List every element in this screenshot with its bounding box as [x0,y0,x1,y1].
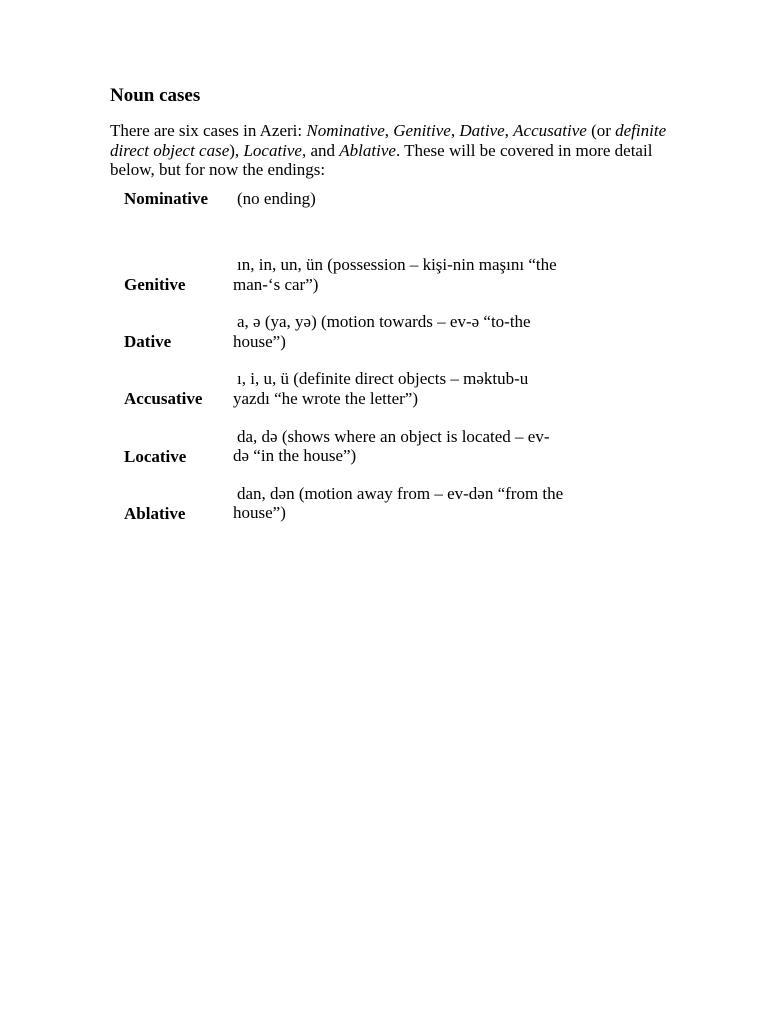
term-genitive: Genitive [393,121,451,140]
intro-paragraph [110,121,710,180]
intro-text: , and [301,140,340,160]
term-dative: Dative [459,121,505,140]
term-locative: Locative [243,140,302,160]
case-row-ablative [124,455,604,523]
intro-text: ), [229,140,244,160]
case-ending-line: yazdı “he wrote the letter”) [233,388,419,408]
case-ending-line: house”) [233,503,286,523]
term-ablative: Ablative [339,140,396,160]
case-name: Ablative [124,503,186,523]
term-accusative: Accusative [513,121,587,140]
intro-text: , [384,121,394,140]
case-name: Locative [124,446,187,466]
case-name: Dative [124,332,172,352]
intro-text: below, but for now the endings: [110,160,326,179]
section-heading: Noun cases [110,85,201,106]
term-definite: definite [615,121,667,140]
case-row-dative [124,283,604,352]
term-direct-object-case: direct object case [110,140,230,160]
term-nominative: Nominative [306,121,385,140]
intro-text: , [504,121,514,140]
case-ending-line: ın, in, un, ün (possession – kişi-nin maşını “the [237,255,557,274]
case-ending [233,484,593,523]
intro-text: , [450,121,460,140]
intro-text: There are six cases in Azeri: [110,121,307,140]
case-ending-line: man-‘s car”) [233,274,319,294]
case-ending-line: house”) [233,331,286,351]
case-name: Nominative [124,189,209,208]
case-ending-line: da, də (shows where an object is located – ev- [237,426,550,446]
case-name: Accusative [124,389,203,409]
intro-text: (or [586,121,616,140]
case-ending-line: (no ending) [237,189,316,208]
case-ending-line: ı, i, u, ü (definite direct objects – məktub-u [237,369,529,389]
case-ending-line: dan, dən (motion away from – ev-dən “from the [237,483,564,503]
intro-text: . These will be covered in more detail [395,140,653,160]
case-ending-line: a, ə (ya, yə) (motion towards – ev-ə “to-the [237,312,531,332]
case-row-locative [124,398,604,466]
case-row-nominative [124,188,604,226]
case-ending [237,189,597,209]
case-row-genitive [124,226,604,294]
case-name: Genitive [124,275,186,294]
case-table [124,188,604,523]
case-row-accusative [124,340,604,409]
case-ending-line: də “in the house”) [233,446,357,466]
